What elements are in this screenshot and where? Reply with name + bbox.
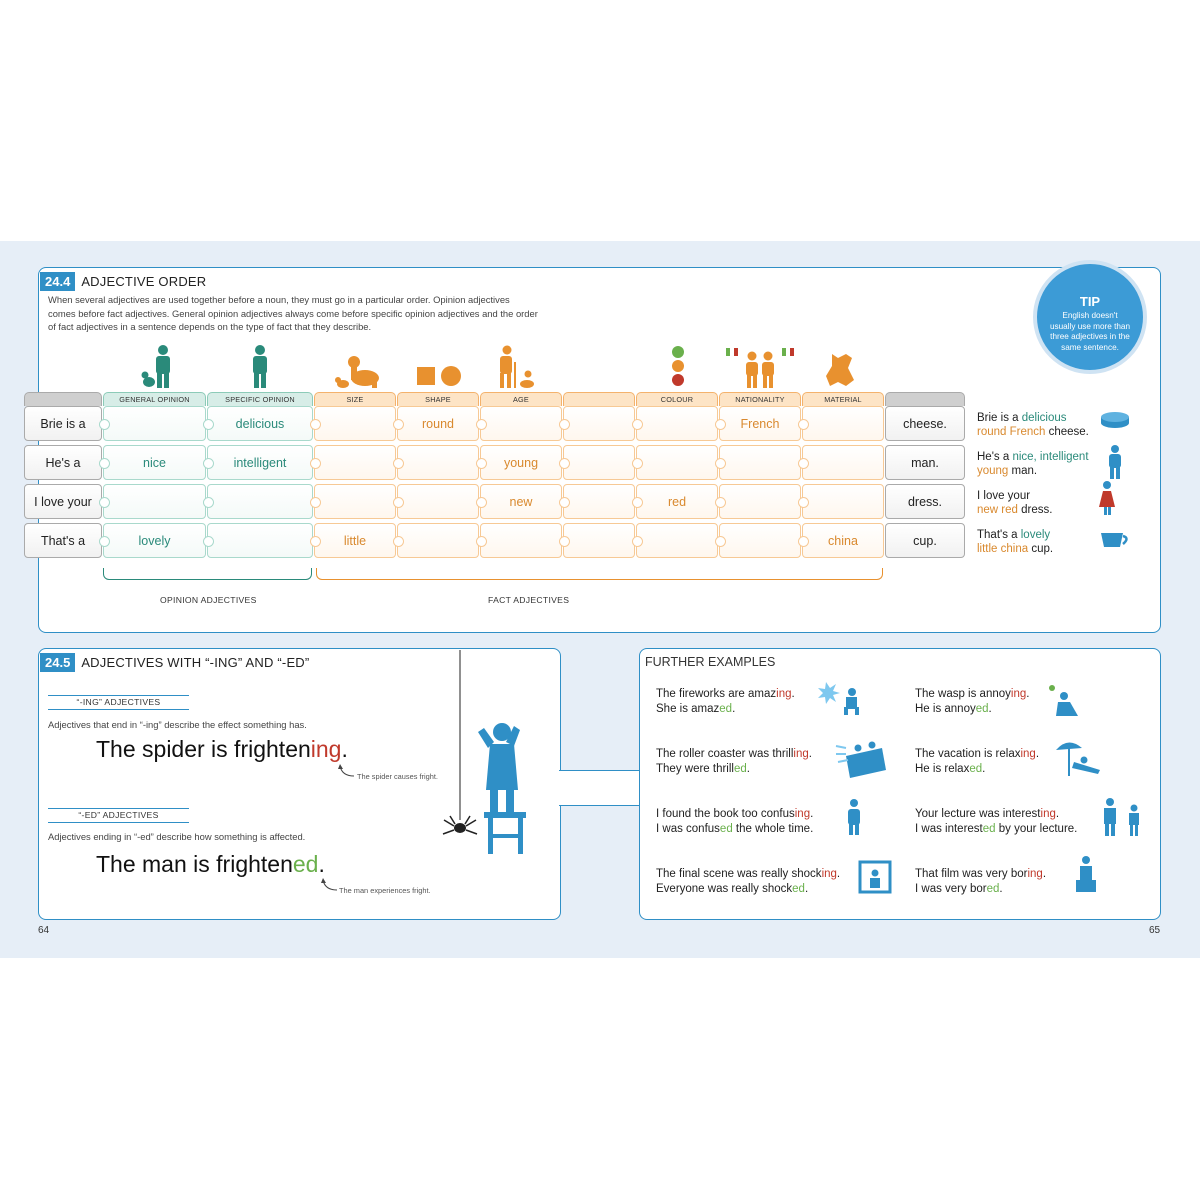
header-age: AGE <box>480 392 562 406</box>
page-number-left: 64 <box>38 925 50 936</box>
page-number-right: 65 <box>1149 925 1161 936</box>
row-start-phrase: Brie is a <box>24 406 102 441</box>
row-end-noun: dress. <box>885 484 965 519</box>
theatre-screen-icon <box>860 862 890 892</box>
opinion-adjectives-label: OPINION ADJECTIVES <box>160 595 257 605</box>
bored-person-icon <box>1076 856 1096 892</box>
roller-coaster-icon <box>836 742 886 779</box>
row-end-noun: cup. <box>885 523 965 558</box>
adjective-cell: round <box>397 406 479 441</box>
tip-body: English doesn't usually use more than three adjectives in the same sentence. <box>1049 311 1131 352</box>
row-start-phrase: He's a <box>24 445 102 480</box>
ing-description: Adjectives that end in “-ing” describe the effect something has. <box>48 719 307 730</box>
further-examples-title: FURTHER EXAMPLES <box>645 655 776 669</box>
adjective-cell: new <box>480 484 562 519</box>
adjective-cell: French <box>719 406 801 441</box>
adjective-cell: red <box>636 484 718 519</box>
tip-title: TIP <box>1079 294 1101 309</box>
header-general-opinion: GENERAL OPINION <box>103 392 206 406</box>
adjective-cell: nice <box>103 445 206 480</box>
confused-person-icon <box>848 799 860 835</box>
relaxing-umbrella-icon <box>1056 742 1100 776</box>
adjective-cell: little <box>314 523 396 558</box>
header-specific-opinion: SPECIFIC OPINION <box>207 392 313 406</box>
row-end-noun: cheese. <box>885 406 965 441</box>
wasp-person-icon <box>1049 685 1078 716</box>
further-example: Your lecture was interesting. I was interested by your lecture. <box>915 808 1078 835</box>
intro-text: When several adjectives are used together before a noun, they must go in a particular order. Opinion adjectives comes before fact adjectives. General opinion adjectives always come before specific opinion adjectives and the order of fact adjectives in a sentence depends on the type of fact that they describe. <box>48 294 538 332</box>
example-brie: Brie is a delicious round French cheese. <box>977 412 1089 438</box>
example-dress: I love your new red dress. <box>977 490 1053 516</box>
further-example: The final scene was really shocking. Everyone was really shocked. <box>656 868 841 895</box>
adjective-cell: delicious <box>207 406 313 441</box>
header-material: MATERIAL <box>802 392 884 406</box>
further-example: The wasp is annoying. He is annoyed. <box>915 688 1030 715</box>
adjective-cell: china <box>802 523 884 558</box>
ing-note: The spider causes fright. <box>357 772 438 781</box>
ing-adjectives-heading: “-ING” ADJECTIVES <box>48 695 189 710</box>
ed-description: Adjectives ending in “-ed” describe how something is affected. <box>48 831 306 842</box>
ed-note: The man experiences fright. <box>339 886 431 895</box>
adjective-cell: intelligent <box>207 445 313 480</box>
ing-example-sentence: The spider is frightening. <box>96 736 348 762</box>
adjective-cell: young <box>480 445 562 480</box>
row-start-phrase: I love your <box>24 484 102 519</box>
example-man: He's a nice, intelligent young man. <box>977 451 1089 477</box>
further-example: The roller coaster was thrilling. They were thrilled. <box>656 748 812 775</box>
row-start-phrase: That's a <box>24 523 102 558</box>
further-example: That film was very boring. I was very bored. <box>915 868 1047 895</box>
header-shape: SHAPE <box>397 392 479 406</box>
further-example: I found the book too confusing. I was confused the whole time. <box>656 808 814 835</box>
section-title: ADJECTIVES WITH “-ING” AND “-ED” <box>81 655 310 670</box>
ed-adjectives-heading: “-ED” ADJECTIVES <box>48 808 189 823</box>
section-number: 24.5 <box>40 653 75 672</box>
row-end-noun: man. <box>885 445 965 480</box>
header-colour: COLOUR <box>636 392 718 406</box>
adjective-cell: lovely <box>103 523 206 558</box>
header-nationality: NATIONALITY <box>719 392 801 406</box>
further-example: The vacation is relaxing. He is relaxed. <box>915 748 1040 775</box>
section-number: 24.4 <box>40 272 75 291</box>
example-cup: That's a lovely little china cup. <box>977 529 1054 555</box>
fireworks-person-icon <box>818 682 859 715</box>
ed-example-sentence: The man is frightened. <box>96 851 325 877</box>
further-example: The fireworks are amazing. She is amazed. <box>656 688 795 715</box>
fact-adjectives-label: FACT ADJECTIVES <box>488 595 570 605</box>
section-title: ADJECTIVE ORDER <box>81 274 207 289</box>
header-size: SIZE <box>314 392 396 406</box>
lecturer-and-listener-icon <box>1104 798 1139 836</box>
